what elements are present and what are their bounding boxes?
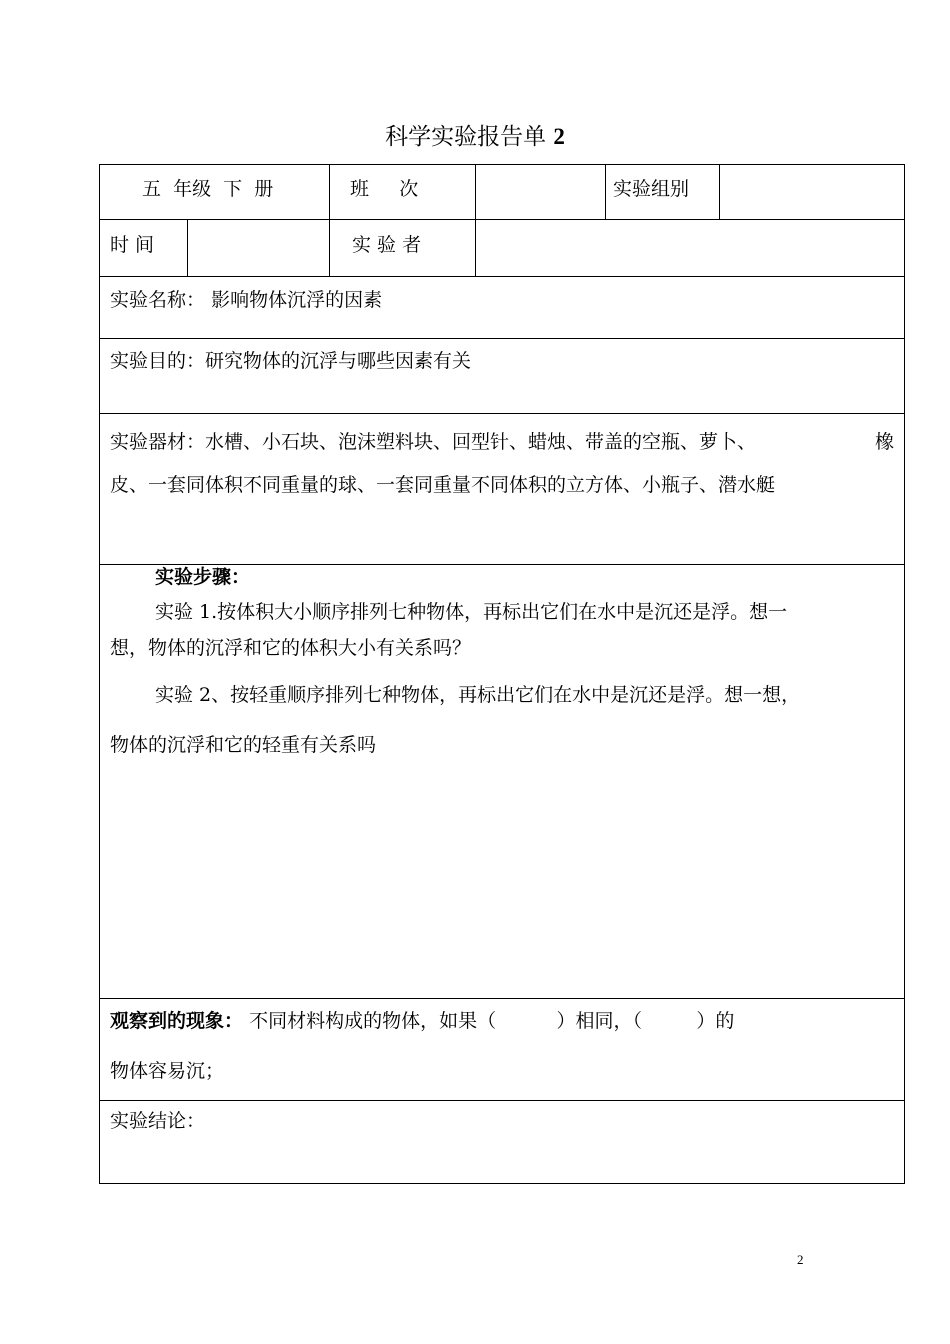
observation-text-2: ）相同，（ (556, 1010, 642, 1032)
report-table (99, 164, 905, 1184)
observation-text-3: ）的 (696, 1010, 735, 1032)
time-label: 时 间 (110, 234, 155, 256)
column-divider (329, 165, 330, 276)
step1-line-2: 想，物体的沉浮和它的体积大小有关系吗？ (110, 637, 472, 659)
column-divider (605, 165, 606, 219)
column-divider (187, 219, 188, 276)
row-divider (100, 413, 904, 414)
observation-text-1: 不同材料构成的物体，如果（ (249, 1010, 497, 1032)
observation-label: 观察到的现象： (110, 1010, 244, 1032)
page-title (0, 118, 950, 151)
step2-line-1: 实验 2、按轻重顺序排列七种物体，再标出它们在水中是沉还是浮。想一想， (155, 684, 801, 706)
row-divider (100, 219, 904, 220)
step2-line-2: 物体的沉浮和它的轻重有关系吗 (110, 734, 377, 756)
observation-line-1 (110, 1012, 734, 1031)
step1-line-1: 实验 1.按体积大小顺序排列七种物体，再标出它们在水中是沉还是浮。想一 (155, 601, 788, 623)
row-divider (100, 276, 904, 277)
experiment-name-value: 影响物体沉浮的因素 (211, 289, 383, 311)
observation-line-2: 物体容易沉； (110, 1060, 225, 1082)
experimenter-label: 实 验 者 (352, 234, 422, 256)
title-text: 科学实验报告单 (385, 124, 547, 150)
experiment-purpose: 实验目的：研究物体的沉浮与哪些因素有关 (110, 350, 472, 372)
column-divider (475, 165, 476, 276)
materials-line-1: 实验器材：水槽、小石块、泡沫塑料块、回型针、蜡烛、带盖的空瓶、萝卜、 橡 (110, 431, 894, 453)
title-number: 2 (553, 124, 565, 149)
conclusion-label: 实验结论： (110, 1110, 206, 1132)
row-divider (100, 338, 904, 339)
materials-line-2: 皮、一套同体积不同重量的球、一套同重量不同体积的立方体、小瓶子、潜水艇 (110, 474, 776, 496)
row-divider (100, 998, 904, 999)
row-divider (100, 564, 904, 565)
page-number: 2 (797, 1252, 804, 1267)
experiment-name-label: 实验名称： (110, 289, 206, 311)
column-divider (719, 165, 720, 219)
class-label: 班 次 (350, 178, 419, 200)
experiment-name (110, 291, 382, 310)
steps-label: 实验步骤： (155, 566, 251, 588)
row-divider (100, 1100, 904, 1101)
group-label: 实验组别 (613, 178, 690, 200)
grade-label: 五 年级 下 册 (142, 178, 274, 200)
